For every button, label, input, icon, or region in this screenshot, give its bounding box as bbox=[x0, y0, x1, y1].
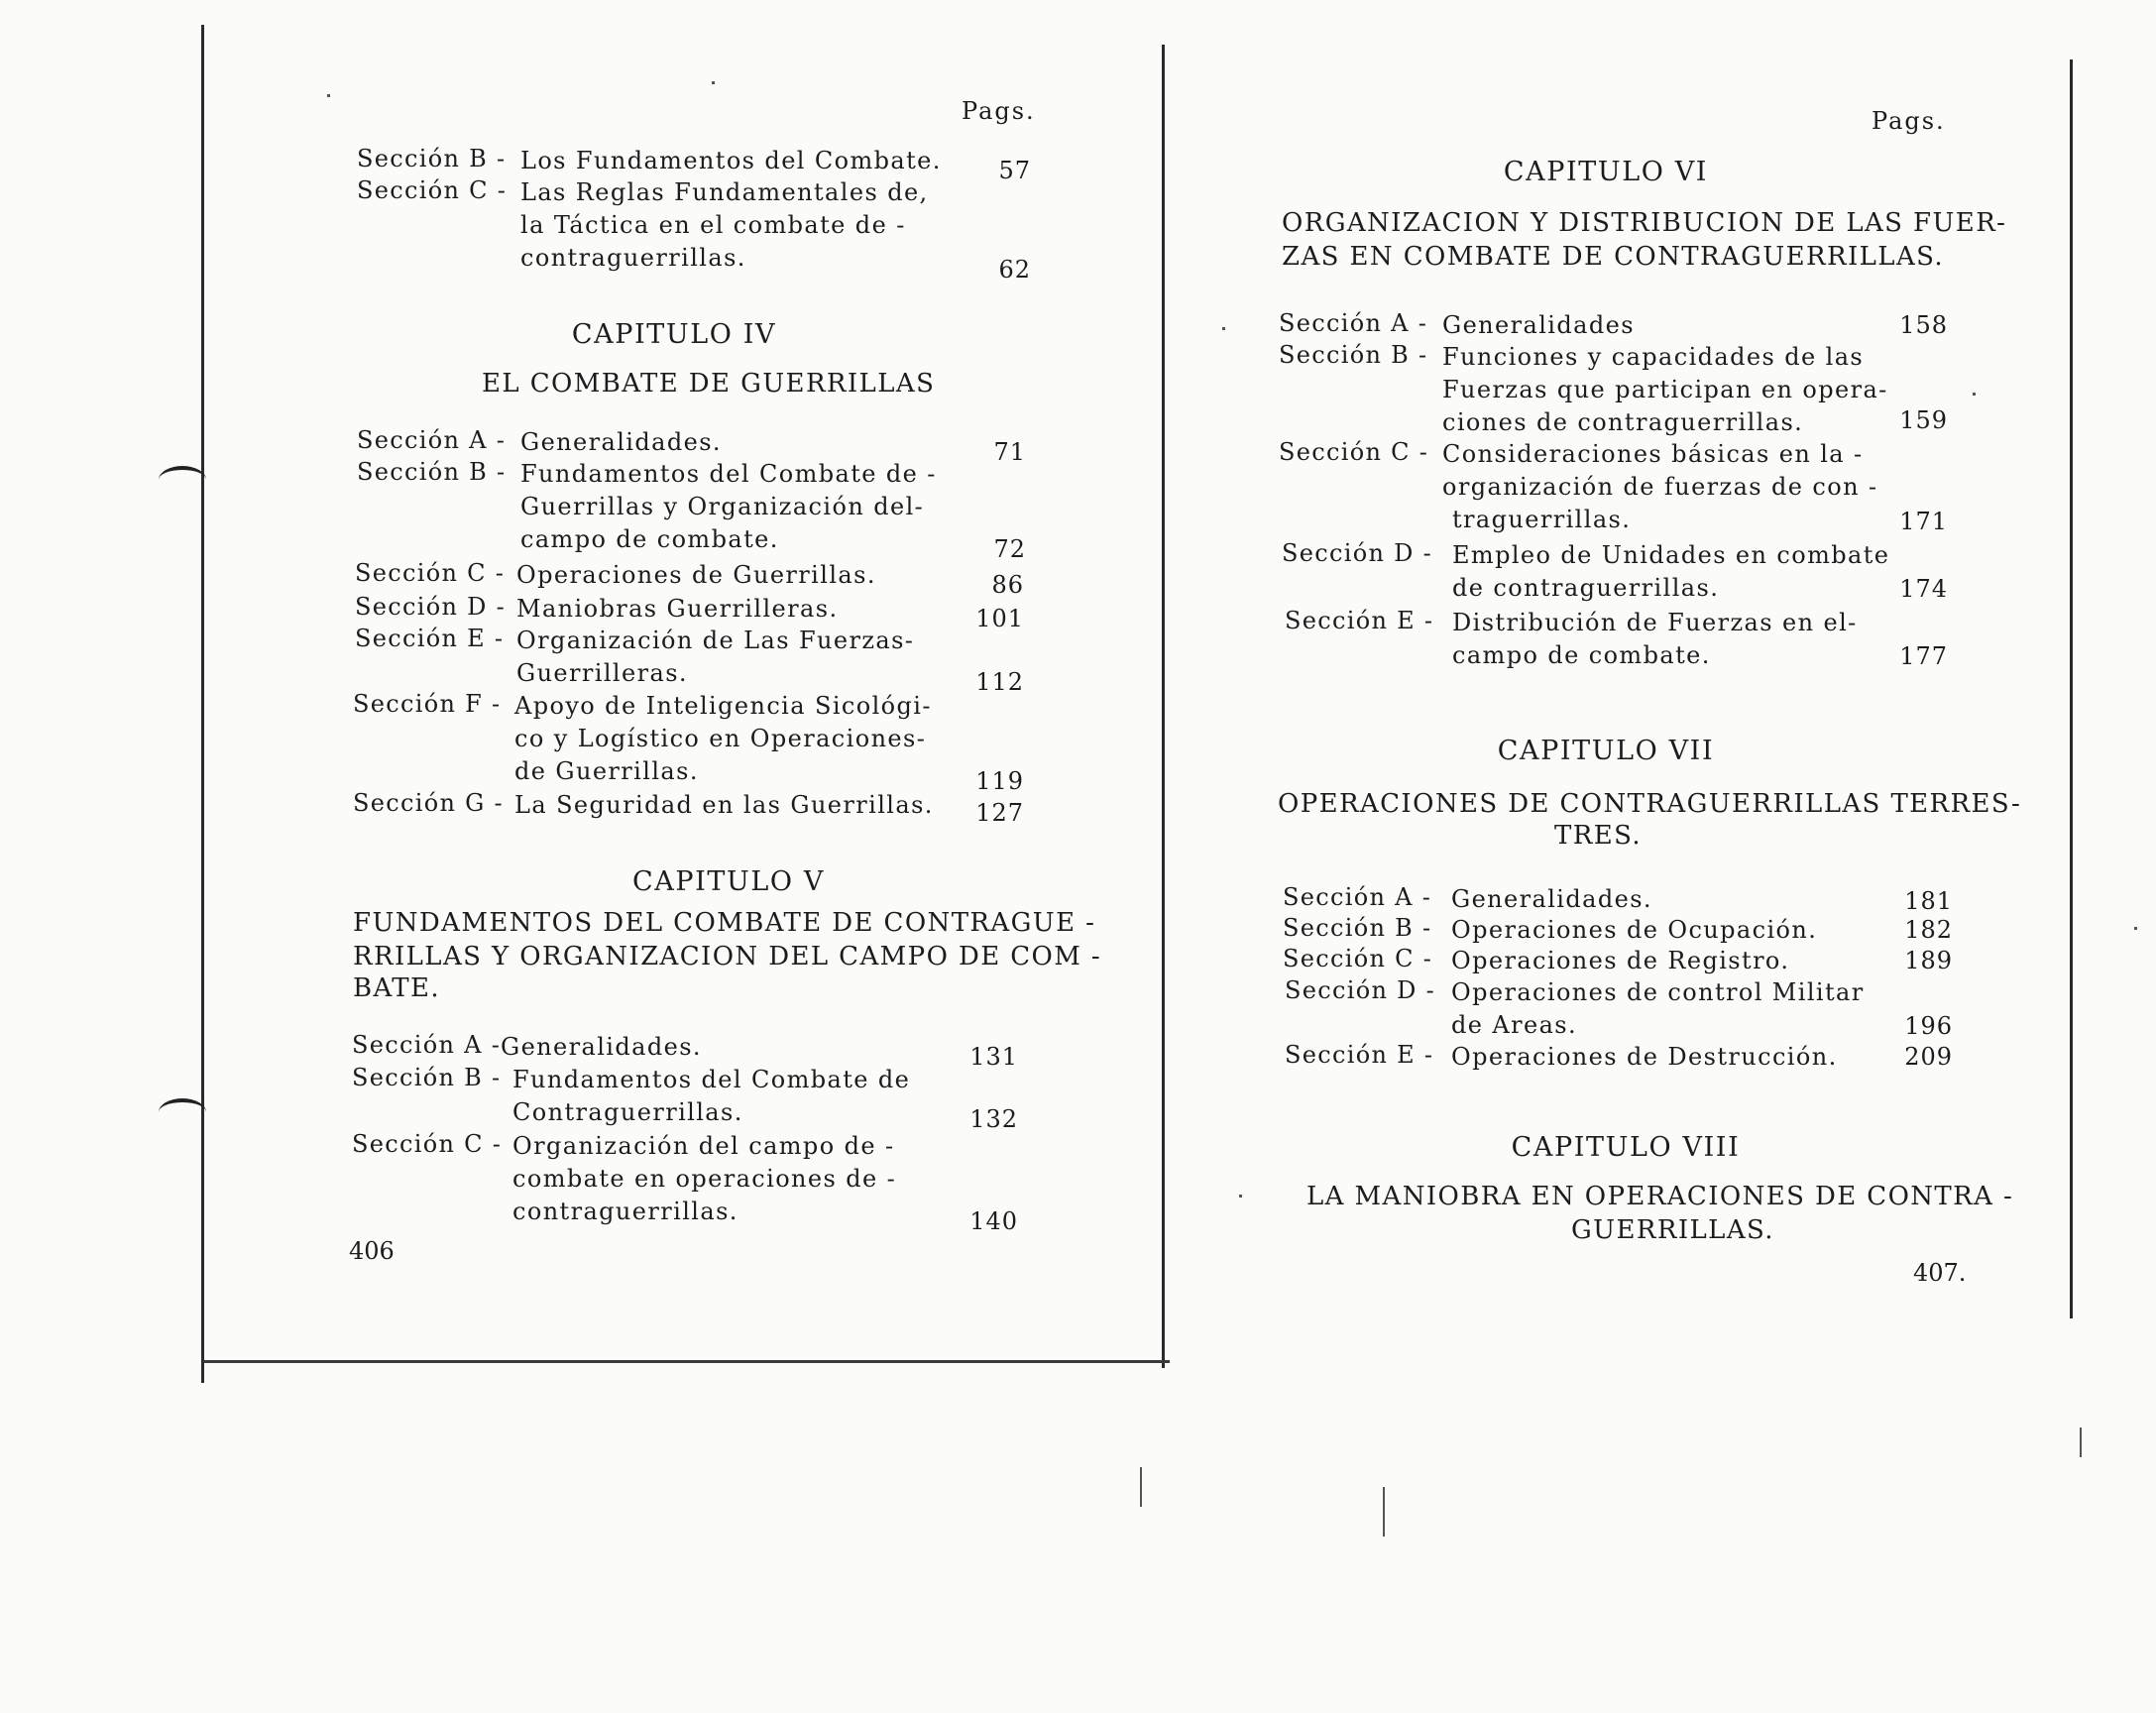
chapter-heading-line: LA MANIOBRA EN OPERACIONES DE CONTRA - bbox=[1306, 1182, 2014, 1211]
chapter-title: CAPITULO VII bbox=[1497, 736, 1715, 766]
chapter-title: CAPITULO IV bbox=[571, 319, 777, 350]
section-label: Sección E - bbox=[1285, 607, 1434, 634]
section-title-line: Organización del campo de - bbox=[512, 1132, 895, 1160]
page-number: 131 bbox=[969, 1043, 1018, 1071]
left-pags-label: Pags. bbox=[962, 97, 1036, 125]
binding-ring-bottom bbox=[159, 1098, 206, 1126]
page-number: 158 bbox=[1899, 311, 1948, 339]
page-number: 71 bbox=[993, 438, 1026, 466]
section-title-line: Fundamentos del Combate de bbox=[512, 1066, 911, 1093]
section-label: Sección B - bbox=[1283, 914, 1432, 942]
chapter-title: CAPITULO VIII bbox=[1511, 1132, 1741, 1163]
section-label: Sección A - bbox=[1283, 883, 1432, 911]
section-title: Generalidades. bbox=[520, 428, 722, 456]
section-title-line: traguerrillas. bbox=[1452, 506, 1632, 533]
section-title-line: Funciones y capacidades de las bbox=[1442, 343, 1865, 371]
scan-speck bbox=[1383, 1487, 1385, 1537]
section-title: Generalidades. bbox=[1451, 885, 1652, 913]
section-title-line: combate en operaciones de - bbox=[512, 1165, 897, 1193]
chapter-heading-line: ORGANIZACION Y DISTRIBUCION DE LAS FUER- bbox=[1282, 208, 2007, 238]
page-number: 57 bbox=[998, 157, 1031, 184]
section-label: Sección A - bbox=[1279, 309, 1428, 337]
chapter-heading-line: TRES. bbox=[1554, 821, 1643, 851]
section-label: Sección C - bbox=[355, 559, 506, 587]
section-label: Sección D - bbox=[1285, 976, 1436, 1004]
chapter-heading-line: GUERRILLAS. bbox=[1571, 1215, 1774, 1245]
section-title: Generalidades bbox=[1442, 311, 1635, 339]
section-label: Sección D - bbox=[355, 593, 507, 621]
page-number: 182 bbox=[1904, 916, 1953, 944]
center-gutter bbox=[1162, 45, 1165, 1368]
chapter-heading-line: FUNDAMENTOS DEL COMBATE DE CONTRAGUE - bbox=[353, 908, 1096, 938]
section-label: Sección E - bbox=[355, 625, 505, 652]
section-label: Sección A - bbox=[352, 1031, 502, 1059]
page-number: 86 bbox=[991, 571, 1024, 599]
chapter-heading-line: BATE. bbox=[353, 973, 441, 1003]
page-number: 196 bbox=[1904, 1012, 1953, 1040]
page-number: 127 bbox=[975, 799, 1024, 827]
section-title: La Seguridad en las Guerrillas. bbox=[514, 791, 934, 819]
page-number: 177 bbox=[1899, 642, 1948, 670]
section-title-line: Guerrillas y Organización del- bbox=[520, 493, 925, 520]
chapter-heading-line: ZAS EN COMBATE DE CONTRAGUERRILLAS. bbox=[1282, 242, 1945, 272]
section-label: Sección A - bbox=[357, 426, 507, 454]
scan-speck bbox=[2134, 927, 2137, 930]
section-title: Operaciones de Destrucción. bbox=[1451, 1043, 1838, 1071]
section-title-line: Apoyo de Inteligencia Sicológi- bbox=[514, 692, 932, 720]
section-title-line: Empleo de Unidades en combate bbox=[1452, 541, 1890, 569]
section-title-line: ciones de contraguerrillas. bbox=[1442, 408, 1804, 436]
page-number: 159 bbox=[1899, 406, 1948, 434]
section-title: Los Fundamentos del Combate. bbox=[520, 147, 942, 174]
section-title-line: Fundamentos del Combate de - bbox=[520, 460, 937, 488]
right-page-edge bbox=[2070, 59, 2073, 1318]
left-pre-entry-c bbox=[357, 176, 1031, 286]
scan-speck bbox=[1973, 393, 1976, 396]
section-label: Sección C - bbox=[1279, 438, 1429, 466]
page-number: 112 bbox=[975, 668, 1024, 696]
section-title-line: contraguerrillas. bbox=[512, 1198, 738, 1225]
chapter-heading-line: OPERACIONES DE CONTRAGUERRILLAS TERRES- bbox=[1278, 789, 2022, 819]
page-number: 140 bbox=[969, 1207, 1018, 1235]
section-title: Generalidades. bbox=[501, 1033, 702, 1061]
section-label: Sección B - bbox=[357, 145, 507, 172]
section-title: Operaciones de Registro. bbox=[1451, 947, 1790, 974]
scan-speck bbox=[327, 94, 330, 97]
page-number: 209 bbox=[1904, 1043, 1953, 1071]
page-number: 62 bbox=[998, 256, 1031, 284]
section-title-line: Las Reglas Fundamentales de, bbox=[520, 178, 929, 206]
section-label: Sección B - bbox=[352, 1064, 502, 1091]
chapter-heading-line: RRILLAS Y ORGANIZACION DEL CAMPO DE COM - bbox=[353, 942, 1102, 971]
section-label: Sección G - bbox=[353, 789, 504, 817]
section-title-line: Fuerzas que participan en opera- bbox=[1442, 376, 1888, 403]
section-label: Sección C - bbox=[1283, 945, 1433, 972]
scan-speck bbox=[1222, 327, 1225, 330]
section-title-line: campo de combate. bbox=[1452, 641, 1711, 669]
right-pags-label: Pags. bbox=[1872, 107, 1946, 135]
page-number: 72 bbox=[993, 535, 1026, 563]
section-label: Sección F - bbox=[353, 690, 502, 718]
section-title-line: la Táctica en el combate de - bbox=[520, 211, 906, 239]
binding-ring-top bbox=[159, 466, 206, 494]
section-label: Sección B - bbox=[357, 458, 507, 486]
section-title-line: Contraguerrillas. bbox=[512, 1098, 743, 1126]
section-label: Sección C - bbox=[357, 176, 508, 204]
section-title: Operaciones de Ocupación. bbox=[1451, 916, 1818, 944]
section-label: Sección C - bbox=[352, 1130, 503, 1158]
section-title-line: Distribución de Fuerzas en el- bbox=[1452, 609, 1858, 636]
page-number: 119 bbox=[975, 767, 1024, 795]
section-title-line: campo de combate. bbox=[520, 525, 779, 553]
section-title-line: co y Logístico en Operaciones- bbox=[514, 725, 927, 752]
section-title: Operaciones de Guerrillas. bbox=[516, 561, 876, 589]
section-label: Sección E - bbox=[1285, 1041, 1434, 1069]
scan-speck bbox=[2080, 1428, 2082, 1457]
page-number: 174 bbox=[1899, 575, 1948, 603]
section-title-line: organización de fuerzas de con - bbox=[1442, 473, 1878, 501]
section-title: Maniobras Guerrilleras. bbox=[516, 595, 839, 623]
right-page-folio: 407. bbox=[1913, 1259, 1967, 1287]
scan-speck bbox=[1239, 1195, 1242, 1198]
left-page-edge bbox=[201, 25, 204, 1383]
left-page-folio: 406 bbox=[349, 1237, 395, 1265]
bottom-scan-line bbox=[203, 1360, 1170, 1363]
chapter-title: CAPITULO VI bbox=[1503, 157, 1709, 187]
section-title-line: de Guerrillas. bbox=[514, 757, 699, 785]
section-title-line: contraguerrillas. bbox=[520, 244, 746, 272]
page-number: 189 bbox=[1904, 947, 1953, 974]
page-number: 171 bbox=[1899, 508, 1948, 535]
section-title-line: Organización de Las Fuerzas- bbox=[516, 627, 915, 654]
section-title-line: Guerrilleras. bbox=[516, 659, 688, 687]
section-title-line: Operaciones de control Militar bbox=[1451, 978, 1865, 1006]
section-title-line: de Areas. bbox=[1451, 1011, 1578, 1039]
section-label: Sección B - bbox=[1279, 341, 1428, 369]
section-label: Sección D - bbox=[1282, 539, 1433, 567]
scan-speck bbox=[1140, 1467, 1142, 1507]
page-number: 181 bbox=[1904, 887, 1953, 915]
scan-speck bbox=[712, 81, 715, 84]
chapter-title: CAPITULO V bbox=[632, 866, 825, 897]
page-number: 132 bbox=[969, 1105, 1018, 1133]
page-number: 101 bbox=[975, 605, 1024, 632]
section-title-line: de contraguerrillas. bbox=[1452, 574, 1720, 602]
chapter-heading: EL COMBATE DE GUERRILLAS bbox=[482, 369, 936, 399]
section-title-line: Consideraciones básicas en la - bbox=[1442, 440, 1864, 468]
